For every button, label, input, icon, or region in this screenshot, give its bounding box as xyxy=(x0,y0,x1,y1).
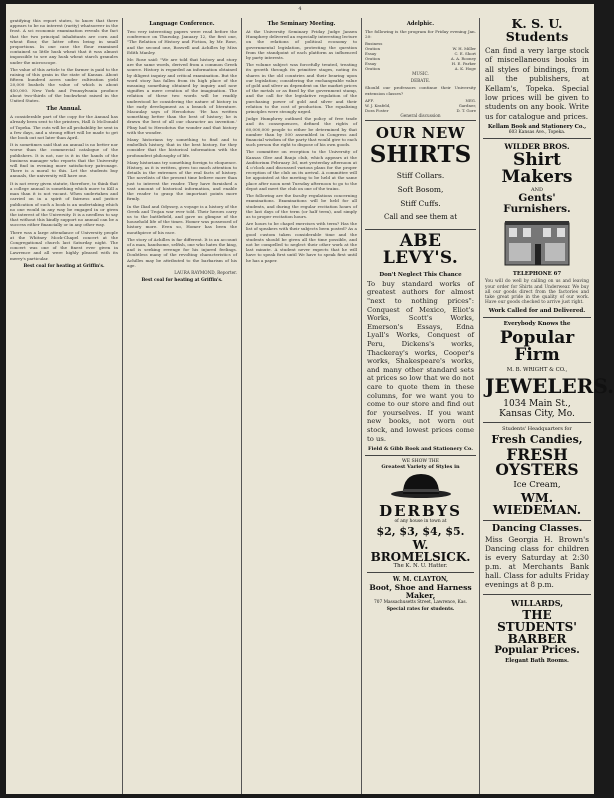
derby-top2: Greatest Variety of Styles in xyxy=(381,464,460,471)
column-5 xyxy=(483,16,614,790)
program-item: Oration xyxy=(365,56,381,62)
clayton-name: W. M. CLAYTON, xyxy=(392,576,449,584)
article-paragraph: The value of this article to the farmer is paid to the raising of this grain in the state of Kansas. About fifteen hundred acres under cultivation yield 20,000 bushels the value of which is about $50,000. New York and Pennsylvania produce about two-thirds of the buckwheat raised in the United States. xyxy=(10,66,118,104)
article-paragraph: gratifying this report states, to know that there appears to be no interest (rarity) whatsoever in the frost. A sci economic examination reveals the fact that the two principal inhabitants are corn and wheat flour, the latter often being in small proportions. In one case the flour examined contained so little husk wheat that it was almost impossible to see any husk wheat starch granules under the microscope. xyxy=(10,18,118,65)
article-paragraph: There was a large attendance of University people at the Whitney Mock-Chapel concert at the Congregational church last Saturday night. The concert was one of the finest ever given in Lawrence and all were highly pleased with its merry's particular. xyxy=(10,229,118,261)
wilder-footer: Work Called for and Delivered. xyxy=(488,307,586,314)
derby-hatter: The K. N. U. Hatter. xyxy=(393,563,448,570)
article-paragraph: The volume subject was forcefully treated, treating its growth through its primitive stages, noting its shares in the old countries and their bearing upon our legislation; considering the exchangeable value of gold and silver as dependent on the market prices of the metals or as fixed by the government stamp, and the call for the legislative regulation of the purchasing power of gold and silver and their relation to the cost of production. The equalizing principles were strongly urged. xyxy=(246,62,357,115)
wiedeman-name: WM. WIEDEMAN. xyxy=(492,489,582,518)
wright-address: 1034 Main St., xyxy=(503,398,571,409)
article-paragraph: Many historians try something to find and to embellish history, that in the best history, for they consider that the historical information with the profoundest philosophy of life. xyxy=(127,137,237,158)
shirts-ad xyxy=(365,120,476,229)
levy-ad xyxy=(365,229,476,455)
clayton-trade: Boot, Shoe and Harness Maker, xyxy=(369,583,472,600)
adelphic-heading: Adelphic. xyxy=(406,21,435,27)
wiedeman-top: Students' Headquarters for xyxy=(502,425,572,432)
wiedeman-oysters: FRESH OYSTERS xyxy=(495,444,579,480)
article-heading: The Seminary Meeting. xyxy=(267,21,336,27)
dance-ad xyxy=(483,520,591,595)
column-1 xyxy=(10,18,118,790)
wilder-and: AND xyxy=(531,187,543,194)
wiedeman-ad xyxy=(483,422,591,520)
article-paragraph: A considerable part of the copy for the Annual has already been sent to the printers, Hall & McDonald of Topeka. The cuts will be all probability be sent in a few days, and a strong effort will be made to get the book out not later than April. xyxy=(10,114,118,141)
clayton-address: 707 Massachusetts Street, Lawrence, Kas. xyxy=(374,600,467,606)
shirts-item: Call and see them at xyxy=(383,212,458,221)
program-item: Essay xyxy=(365,61,377,67)
levy-signature: Field & Gibb Book and Stationery Co. xyxy=(368,446,473,453)
debater: W. J. Krafeld, xyxy=(365,102,391,108)
program-list xyxy=(365,41,476,71)
wilder-telephone: TELEPHONE 67 xyxy=(512,271,562,278)
ksu-ad xyxy=(483,18,591,138)
shirts-item: Soft Bosom, xyxy=(397,184,444,194)
article-paragraph: Are hours to be chapel exercises with term? Has the list of speakers with their subjects been posted? As a good custom taken considerable time and the students should be given all the time possible, and not be compelled to neglect their other work at the last minute. A student never expects that he will have to speak first until We have to speak first until he has a paper. xyxy=(246,221,357,263)
column-rule xyxy=(479,18,480,794)
wright-ad xyxy=(483,317,614,422)
clayton-note: Special rates for students. xyxy=(386,607,455,613)
article-paragraph: In the Iliad and Odyssey, a voyage is a history of the Greek and Trojan war ever told. Their heroes carry us to the battlefield, and gave us glimpse of the household life of the times. Homer was possessed of history more. Even so, Homer has been the mouthpiece of his race. xyxy=(127,203,237,235)
advert-line: Best coal for heating at Griffin's. xyxy=(23,263,105,269)
program-speaker: A. A. Rooney xyxy=(450,56,476,62)
article-paragraph: Many historians try something foreign to eloquence. History, as it is written, gives too much attention to details in the extremes of the real facts of history. The novelists of the present time believe more than just to interest the reader. They have furnished a vast amount of historical information, and enable the reader to grasp the important points more firmly. xyxy=(127,159,237,202)
article-paragraph: Two very interesting papers were read before the conference on Thursday, January 12, the first one, "The Relation of History and Fiction, by Mr. Rose, and the second one, Boswell and Achilles by Miss Edith Manley. xyxy=(127,29,237,55)
program-item: Oration xyxy=(365,46,381,52)
derby-name: DERBYS xyxy=(379,502,462,521)
column-rule xyxy=(241,18,242,794)
wright-top: Everybody Knows the xyxy=(503,320,571,327)
debate-question: Should our professors continue their University extension classes? xyxy=(365,85,476,96)
wright-of: M. B. WRIGHT & CO., xyxy=(506,366,568,373)
levy-body: To buy standard works of greatest authors for almost "next to nothing prices": Conquest of Mexico, Eliot's Works, Scott's Works, Emerson's Essays, Edna Lyall's Works, Conquest of Peru, Dickens's works, Thackeray's works, Cooper's works, Shakespeare's works, and many other standard sets at prices so low that we do not care to quote them in these columns, for we want you to come to our store and find out for yourselves. If you want new books, not worn out stock, and lowest prices come to us. xyxy=(367,279,474,443)
wiedeman-ice: Ice Cream, xyxy=(513,479,561,490)
column-rule xyxy=(361,18,362,794)
storefront-illustration-icon xyxy=(495,217,579,267)
derby-hat-icon xyxy=(386,470,456,500)
debater: Dora Foster xyxy=(365,107,389,113)
article-paragraph: At the University Seminary Friday Judge Jansen Humphrey delivered an especially interesting lecture on the relations of political economy to governmental legislation, protesting the question from the standpoint of each platform as influenced by party interests. xyxy=(246,29,357,61)
program-item: Business xyxy=(365,41,383,47)
ksu-address: 603 Kansas Ave., Topeka. xyxy=(508,130,566,136)
debater: D. T. Gore xyxy=(456,107,476,113)
program-speaker: A. K. Hoge xyxy=(454,66,476,72)
derby-prices: $2, $3, $4, $5. xyxy=(376,525,465,539)
article-heading: The Annual. xyxy=(46,106,82,113)
advert-line: Best coal for heating at Griffin's. xyxy=(141,277,223,283)
dance-title: Dancing Classes. xyxy=(491,522,583,534)
derby-sub: of any house in town at xyxy=(394,519,447,525)
article-paragraph: The following are the faculty regulations concerning examinations. Examinations will be held for all students, and during the regular recitation hours of the last days of the term (or half term), and simply as to proper recitation hours. xyxy=(246,193,357,219)
shirts-line2: SHIRTS xyxy=(369,140,472,168)
article-heading: Language Conference. xyxy=(149,21,215,27)
article-paragraph: It is sometimes said that an annual is no better nor worse than the commercial catalogue of the publishers. It is not, nor is it in the hands of the business manager who reports that the University will find in evening more satisfactory patronage. There is a moral to this. Let the students buy annuals, the university will have one. xyxy=(10,142,118,179)
wright-city: Kansas City, Mo. xyxy=(499,408,575,419)
program-speaker: C. E. Short xyxy=(454,51,476,57)
willards-line: THE STUDENTS' BARBER xyxy=(497,608,577,647)
shirts-item: Stiff Collars. xyxy=(396,170,445,180)
wright-jewelers: JEWELERS. xyxy=(485,373,614,398)
column-rule xyxy=(122,18,123,794)
column-4 xyxy=(365,18,476,790)
dance-body: Miss Georgia H. Brown's Dancing class for children is every Saturday at 2:30 p.m. at Merchants Bank hall. Class for adults Friday evenings at 8 p.m. xyxy=(485,535,589,590)
levy-tagline: Don't Neglect This Chance xyxy=(379,271,462,278)
wiedeman-candies: Fresh Candies, xyxy=(491,432,583,446)
page-number: 4 xyxy=(298,6,302,12)
derby-ad xyxy=(365,455,476,615)
willards-baths: Elegant Bath Rooms. xyxy=(505,658,569,665)
newspaper-page xyxy=(6,4,614,794)
debate-sides xyxy=(365,98,476,113)
wilder-line: Shirt Makers xyxy=(501,150,573,188)
derby-seller: W. BROMELSICK. xyxy=(370,538,471,565)
wilder-ad xyxy=(483,138,591,316)
program-item: Essay xyxy=(365,51,377,57)
shirts-line1: OUR NEW xyxy=(375,123,466,142)
ksu-signature: Kellam Book and Stationery Co., xyxy=(487,124,587,131)
shirts-item: Stiff Cuffs. xyxy=(400,198,441,208)
reporter-signature: LAURA RAYMOND, Reporter. xyxy=(174,269,237,275)
program-music: MUSIC. xyxy=(412,71,429,77)
willards-name: WILLARDS, xyxy=(510,598,564,609)
program-debate: DEBATE. xyxy=(410,78,431,84)
debater: Gardner, xyxy=(458,102,476,108)
program-item: Oration xyxy=(365,66,381,72)
article-paragraph: The story of Achilles is far different. It is an account of a man, handsome, selfish, one who hates the king, and is seeking revenge for his injured feelings. Doubtless many of the revolting characteristics of Achilles may be attributed to the barbarism of his age. xyxy=(127,236,237,268)
willards-prices: Popular Prices. xyxy=(494,645,580,657)
ksu-title: K. S. U. Students xyxy=(505,16,569,44)
aff-label: AFF. xyxy=(365,97,374,103)
article-paragraph: It is not every given statute, therefore, to think that a college annual is something which more to Kill a man than it is not vacant. When undertaken and carried on in a spirit of fairness and justice publication of such a book is an undertaking which no one would in any way be engaged in or given the interest of the University. It is a needless to say that without this kindly support no annual can be a success either financially or in any other way. xyxy=(10,180,118,228)
adelphic-intro: The following is the program for Friday evening Jan. 20: xyxy=(365,29,476,40)
wilder-body: You will do well by calling on us and leaving your order for Shirts and Underwear. We buy all our goods direct from the factories and take great pride in the quality of our work. Have our goods checked to arrive just right. xyxy=(485,279,589,306)
program-closing: General discussion xyxy=(400,112,441,118)
willards-ad xyxy=(483,594,591,667)
article-paragraph: Mr. Rose said: "We are told that history and story are the same words, derived from a common Greek source. History is regarded an information obtained by diligent inquiry and critical examination. But the word story has fallen from its high place of the meaning something obtained by inquiry and now signifies a mere creation of the imagination. The relation of these two words will be readily understood he considering the nature of history in the early development as a branch of literature. Macaulay says of Herodotus: 'He has written something better than the best of history; he is drawn the best of all our character an invention.' Pliny had to Herodotus the wonder and that history with the wonder. xyxy=(127,57,237,135)
column-3 xyxy=(246,18,357,790)
derby-top: WE SHOW THE xyxy=(401,459,440,465)
wilder-name: WILDER BROS. xyxy=(504,142,570,152)
column-2 xyxy=(127,18,237,790)
ksu-body: Can find a very large stock of miscellaneous books in all styles of bindings, from all the publishers, at Kellam's, Topeka. Special low prices will be given to students on any book. Write us for catalogue and prices. xyxy=(485,46,589,121)
program-speaker: H. E. Parker xyxy=(451,61,476,67)
article-paragraph: The committee on reception to the University of Kansas Glee and Banjo club, which appears at the Auditorium February 3d, met yesterday afternoon at 4 o'clock and discussed various plans for the proper reception of the club on its arrival. A committee will be appointed at the meeting to be held at the same place after noon next Tuesday afternoon to go to the depot and meet the club on one of the trains. xyxy=(246,149,357,191)
article-paragraph: Judge Humphrey outlined the policy of free trade and its consequences, defined the rights of 60,000,000 people to either be determined by that number than by 500 assembled in Congress and financial wisdom of the party that would give to each such person the right to dispose of his own goods. xyxy=(246,116,357,148)
wilder-gents: Gents' Furnishers. xyxy=(503,192,571,215)
wright-name: Popular Firm xyxy=(499,327,575,365)
levy-name: ABE LEVY'S. xyxy=(382,230,459,268)
neg-label: NEG. xyxy=(465,97,476,103)
program-speaker: W. H. Miller xyxy=(452,46,476,52)
